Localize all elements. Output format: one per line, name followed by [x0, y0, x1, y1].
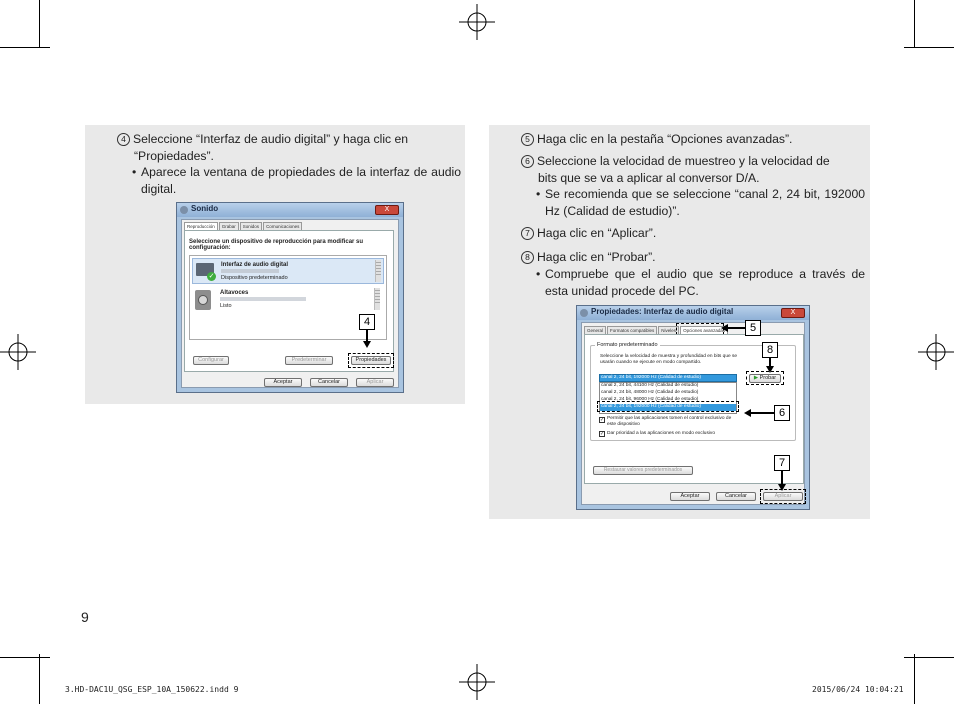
tab-communications[interactable]: Comunicaciones — [263, 222, 302, 230]
callout-6-arrowhead — [744, 409, 751, 417]
tab-advanced[interactable]: Opciones avanzadas — [680, 326, 728, 334]
group-desc-2: usarán cuando se ejecute en modo compartido. — [600, 360, 702, 365]
device2-name: Altavoces — [220, 290, 249, 296]
speaker-icon — [180, 206, 188, 214]
test-button[interactable]: ▶ Probar — [749, 374, 781, 383]
properties-dialog-titlebar — [577, 306, 809, 320]
callout-4: 4 — [359, 314, 375, 330]
callout-5-arrow — [728, 327, 745, 329]
exclusive-label-1: Permitir que las aplicaciones tomen el control exclusivo de — [607, 416, 732, 421]
sound-dialog-title: Sonido — [191, 204, 219, 213]
page-number: 9 — [81, 609, 89, 625]
configure-button[interactable]: Configurar — [193, 356, 229, 365]
format-option[interactable]: canal 2, 24 bit, 44100 Hz (Calidad de estudio) — [601, 383, 699, 388]
sound-dialog-body — [181, 219, 399, 388]
callout-8-arrowhead — [766, 366, 774, 373]
apply-button[interactable]: Aplicar — [356, 378, 394, 387]
format-select-value: canal 2, 24 bit, 192000 Hz (Calidad de estudio) — [601, 375, 701, 380]
default-check-icon: ✓ — [208, 273, 215, 280]
tab-supported-formats[interactable]: Formatos compatibles — [607, 326, 657, 334]
step-4-bullet: • Aparece la ventana de propiedades de la interfaz de audio digital. — [141, 164, 461, 198]
step-8-bullet: • Compruebe que el audio que se reproduce a través de esta unidad procede del PC. — [545, 266, 865, 300]
speaker-icon — [580, 309, 588, 317]
step-7-text: 7 Haga clic en “Aplicar”. — [521, 225, 866, 242]
cancel-button[interactable]: Cancelar — [716, 492, 756, 501]
properties-button[interactable]: Propiedades — [351, 356, 391, 365]
speaker-device-icon — [195, 290, 211, 310]
close-button[interactable]: X — [781, 308, 805, 318]
tab-record[interactable]: Grabar — [219, 222, 239, 230]
step-6-number: 6 — [521, 155, 534, 168]
device-list — [189, 255, 387, 340]
device1-blurred-line — [221, 269, 279, 273]
playback-instruction-1: Seleccione un dispositivo de reproducción para modificar su — [189, 239, 364, 245]
priority-label: Dar prioridad a las aplicaciones en modo exclusivo — [607, 431, 715, 436]
registration-mark-bottom — [459, 664, 495, 700]
priority-checkbox[interactable]: ✓ — [600, 431, 605, 437]
set-default-button[interactable]: Predeterminar — [285, 356, 333, 365]
step-8-number: 8 — [521, 251, 534, 264]
registration-mark-left — [0, 334, 36, 370]
group-desc-1: Seleccione la velocidad de muestra y profundidad en bits que se — [600, 354, 738, 359]
device-item-speakers[interactable] — [192, 287, 384, 313]
device1-level-meter — [375, 260, 381, 282]
sound-dialog — [176, 202, 404, 393]
callout-7: 7 — [774, 455, 790, 471]
ok-button[interactable]: Aceptar — [264, 378, 302, 387]
test-button-highlight — [746, 371, 784, 385]
step-6-text: 6 Seleccione la velocidad de muestreo y la velocidad de bits que se va a aplicar al conversor D/A. — [521, 153, 866, 187]
play-icon: ▶ — [753, 375, 759, 381]
callout-4-arrowhead — [363, 341, 371, 348]
tab-levels[interactable]: Niveles — [658, 326, 679, 334]
sound-dialog-titlebar — [177, 203, 403, 217]
callout-8: 8 — [762, 342, 778, 358]
restore-defaults-button[interactable]: Restaurar valores predeterminados — [593, 466, 693, 475]
step-4-text: 4 Seleccione “Interfaz de audio digital” y haga clic en “Propiedades”. — [117, 131, 462, 165]
device1-name: Interfaz de audio digital — [221, 262, 289, 268]
playback-pane — [184, 230, 394, 372]
format-option[interactable]: canal 2, 24 bit, 48000 Hz (Calidad de estudio) — [601, 390, 699, 395]
ok-button[interactable]: Aceptar — [670, 492, 710, 501]
slug-date: 2015/06/24 10:04:21 — [812, 685, 904, 694]
callout-7-arrowhead — [778, 484, 786, 491]
format-option-selected[interactable]: canal 2, 24 bit, 192000 Hz (Calidad de estudio) — [600, 404, 736, 411]
exclusive-label-2: este dispositivo — [607, 422, 640, 427]
sound-tabs — [184, 222, 303, 230]
playback-instruction-2: configuración: — [189, 245, 231, 251]
device1-status: Dispositivo predeterminado — [221, 275, 288, 281]
tab-playback[interactable]: Reproducción — [184, 222, 218, 230]
registration-mark-right — [918, 334, 954, 370]
step-6-bullet: • Se recomienda que se seleccione “canal 2, 24 bit, 192000 Hz (Calidad de estudio)”. — [545, 186, 865, 220]
step-5-text: 5 Haga clic en la pestaña “Opciones avanzadas”. — [521, 131, 866, 148]
format-option[interactable]: canal 2, 24 bit, 96000 Hz (Calidad de estudio) — [601, 397, 699, 402]
step-7-number: 7 — [521, 227, 534, 240]
device2-level-meter — [374, 288, 380, 310]
slug-filename: 3.HD-DAC1U_QSG_ESP_10A_150622.indd 9 — [65, 685, 239, 694]
apply-button[interactable]: Aplicar — [763, 492, 803, 501]
cancel-button[interactable]: Cancelar — [310, 378, 348, 387]
default-format-group — [590, 342, 796, 441]
step-8-text: 8 Haga clic en “Probar”. — [521, 249, 866, 266]
registration-mark-top — [459, 4, 495, 40]
group-title: Formato predeterminado — [597, 342, 658, 348]
device-item-digital-interface[interactable] — [192, 258, 384, 284]
format-option-highlight — [597, 401, 739, 412]
callout-6: 6 — [774, 405, 790, 421]
exclusive-checkbox[interactable]: ✓ — [600, 417, 605, 423]
tab-sounds[interactable]: Sonidos — [240, 222, 262, 230]
device2-blurred-line — [220, 297, 306, 301]
callout-5-arrowhead — [721, 324, 728, 332]
callout-6-arrow — [751, 412, 774, 414]
tab-general[interactable]: General — [584, 326, 606, 334]
device2-status: Listo — [220, 303, 232, 309]
format-select[interactable] — [599, 374, 737, 382]
close-button[interactable]: X — [375, 205, 399, 215]
apply-button-highlight — [760, 489, 806, 504]
properties-dialog-title: Propiedades: Interfaz de audio digital — [591, 307, 734, 316]
properties-highlight — [348, 353, 394, 368]
callout-7-arrow — [781, 471, 783, 485]
step-4-number: 4 — [117, 133, 130, 146]
callout-5: 5 — [745, 320, 761, 336]
step-5-number: 5 — [521, 133, 534, 146]
